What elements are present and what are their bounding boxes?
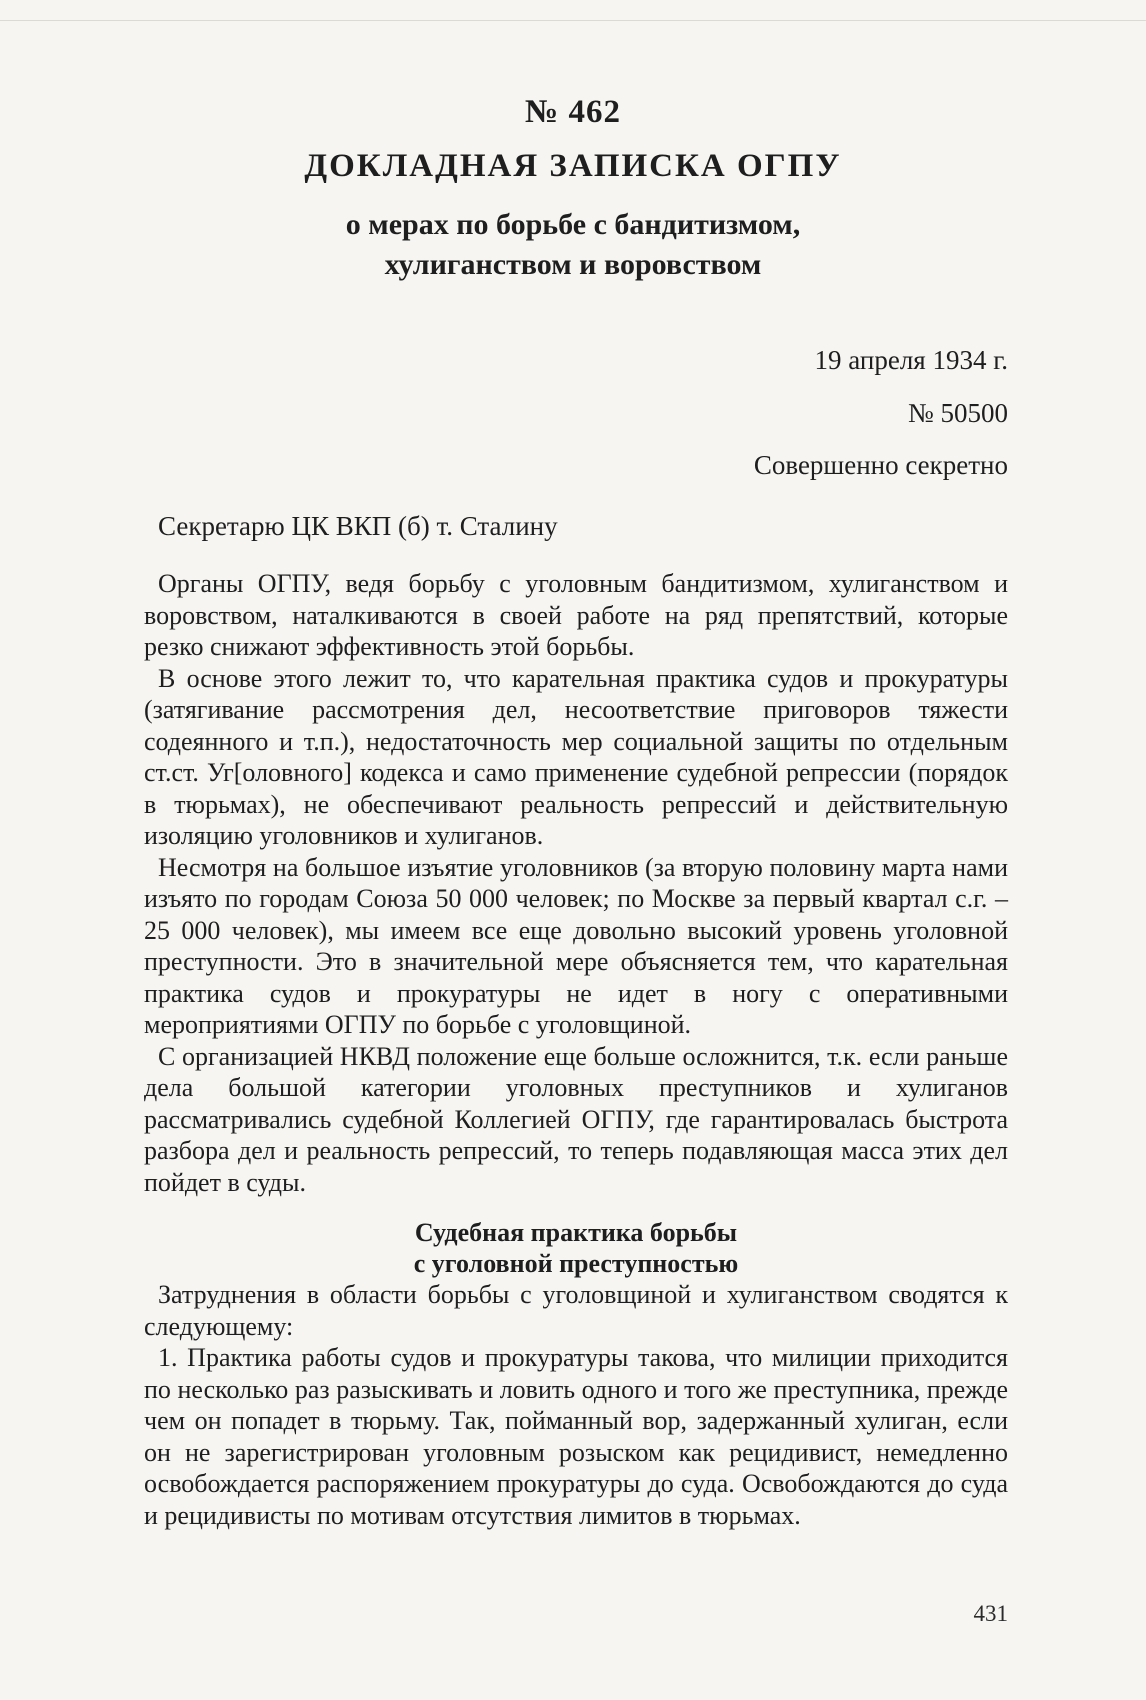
page-top-rule bbox=[0, 20, 1146, 21]
document-title: ДОКЛАДНАЯ ЗАПИСКА ОГПУ bbox=[304, 148, 842, 184]
body-paragraph: Несмотря на большое изъятие уголовников (за вторую половину марта нами изъято по городам Союза 50 000 человек; по Москве за первый квартал с.г. – 25 000 человек), мы имеем все еще довольно высокий уровень уголовной преступности. Это в значительной мере объясняется тем, что карательная практика судов и прокуратуры не идет в ногу с оперативными мероприятиями ОГПУ по борьбе с уголовщиной. bbox=[144, 852, 1008, 1039]
document-number: № 462 bbox=[525, 94, 621, 130]
classification-stamp: Совершенно секретно bbox=[753, 450, 1008, 480]
subtitle-line: хулиганством и воровством bbox=[384, 248, 762, 281]
body-paragraph: Затруднения в области борьбы с уголовщиной и хулиганством сводятся к следующему: bbox=[144, 1280, 1008, 1341]
subtitle-line: о мерах по борьбе с бандитизмом, bbox=[345, 208, 801, 241]
body-paragraph: 1. Практика работы судов и прокуратуры такова, что милиции приходится по несколько раз разыскивать и ловить одного и того же преступника, прежде чем он попадет в тюрьму. Так, пойманный вор, задержанный хулиган, если он не зарегистрирован уголовным розыском как рецидивист, немедленно освобождается распоряжением прокуратуры до суда. Освобождаются до суда и рецидивисты по мотивам отсутствия лимитов в тюрьмах. bbox=[144, 1343, 1008, 1530]
document-subtitle bbox=[0, 205, 1146, 285]
section-heading-line: с уголовной преступностью bbox=[413, 1249, 739, 1278]
addressee: Секретарю ЦК ВКП (б) т. Сталину bbox=[158, 511, 558, 541]
section-heading-line: Судебная практика борьбы bbox=[414, 1218, 738, 1247]
body-paragraph: С организацией НКВД положение еще больше осложнится, т.к. если раньше дела большой категории уголовных преступников и хулиганов рассматривались судебной Коллегией ОГПУ, где гарантировалась быстрота разбора дел и реальность репрессий, то теперь подавляющая масса этих дел пойдет в суды. bbox=[144, 1041, 1008, 1197]
body-paragraph: В основе этого лежит то, что карательная практика судов и прокуратуры (затягивание рассмотрения дел, несоответствие приговоров тяжести содеянного и т.п.), недостаточность мер социальной защиты по отдельным ст.ст. Уг[оловного] кодекса и само применение судебной репрессии (порядок в тюрьмах), не обеспечивают реальность репрессий и действительную изоляцию уголовников и хулиганов. bbox=[144, 663, 1008, 850]
page-number: 431 bbox=[973, 1601, 1008, 1626]
document-date: 19 апреля 1934 г. bbox=[814, 345, 1008, 375]
document-body bbox=[144, 568, 1008, 1531]
section-heading bbox=[144, 1217, 1008, 1279]
registry-number: № 50500 bbox=[907, 398, 1008, 428]
body-paragraph: Органы ОГПУ, ведя борьбу с уголовным бандитизмом, хулиганством и воровством, наталкиваются в своей работе на ряд препятствий, которые резко снижают эффективность этой борьбы. bbox=[144, 569, 1008, 661]
